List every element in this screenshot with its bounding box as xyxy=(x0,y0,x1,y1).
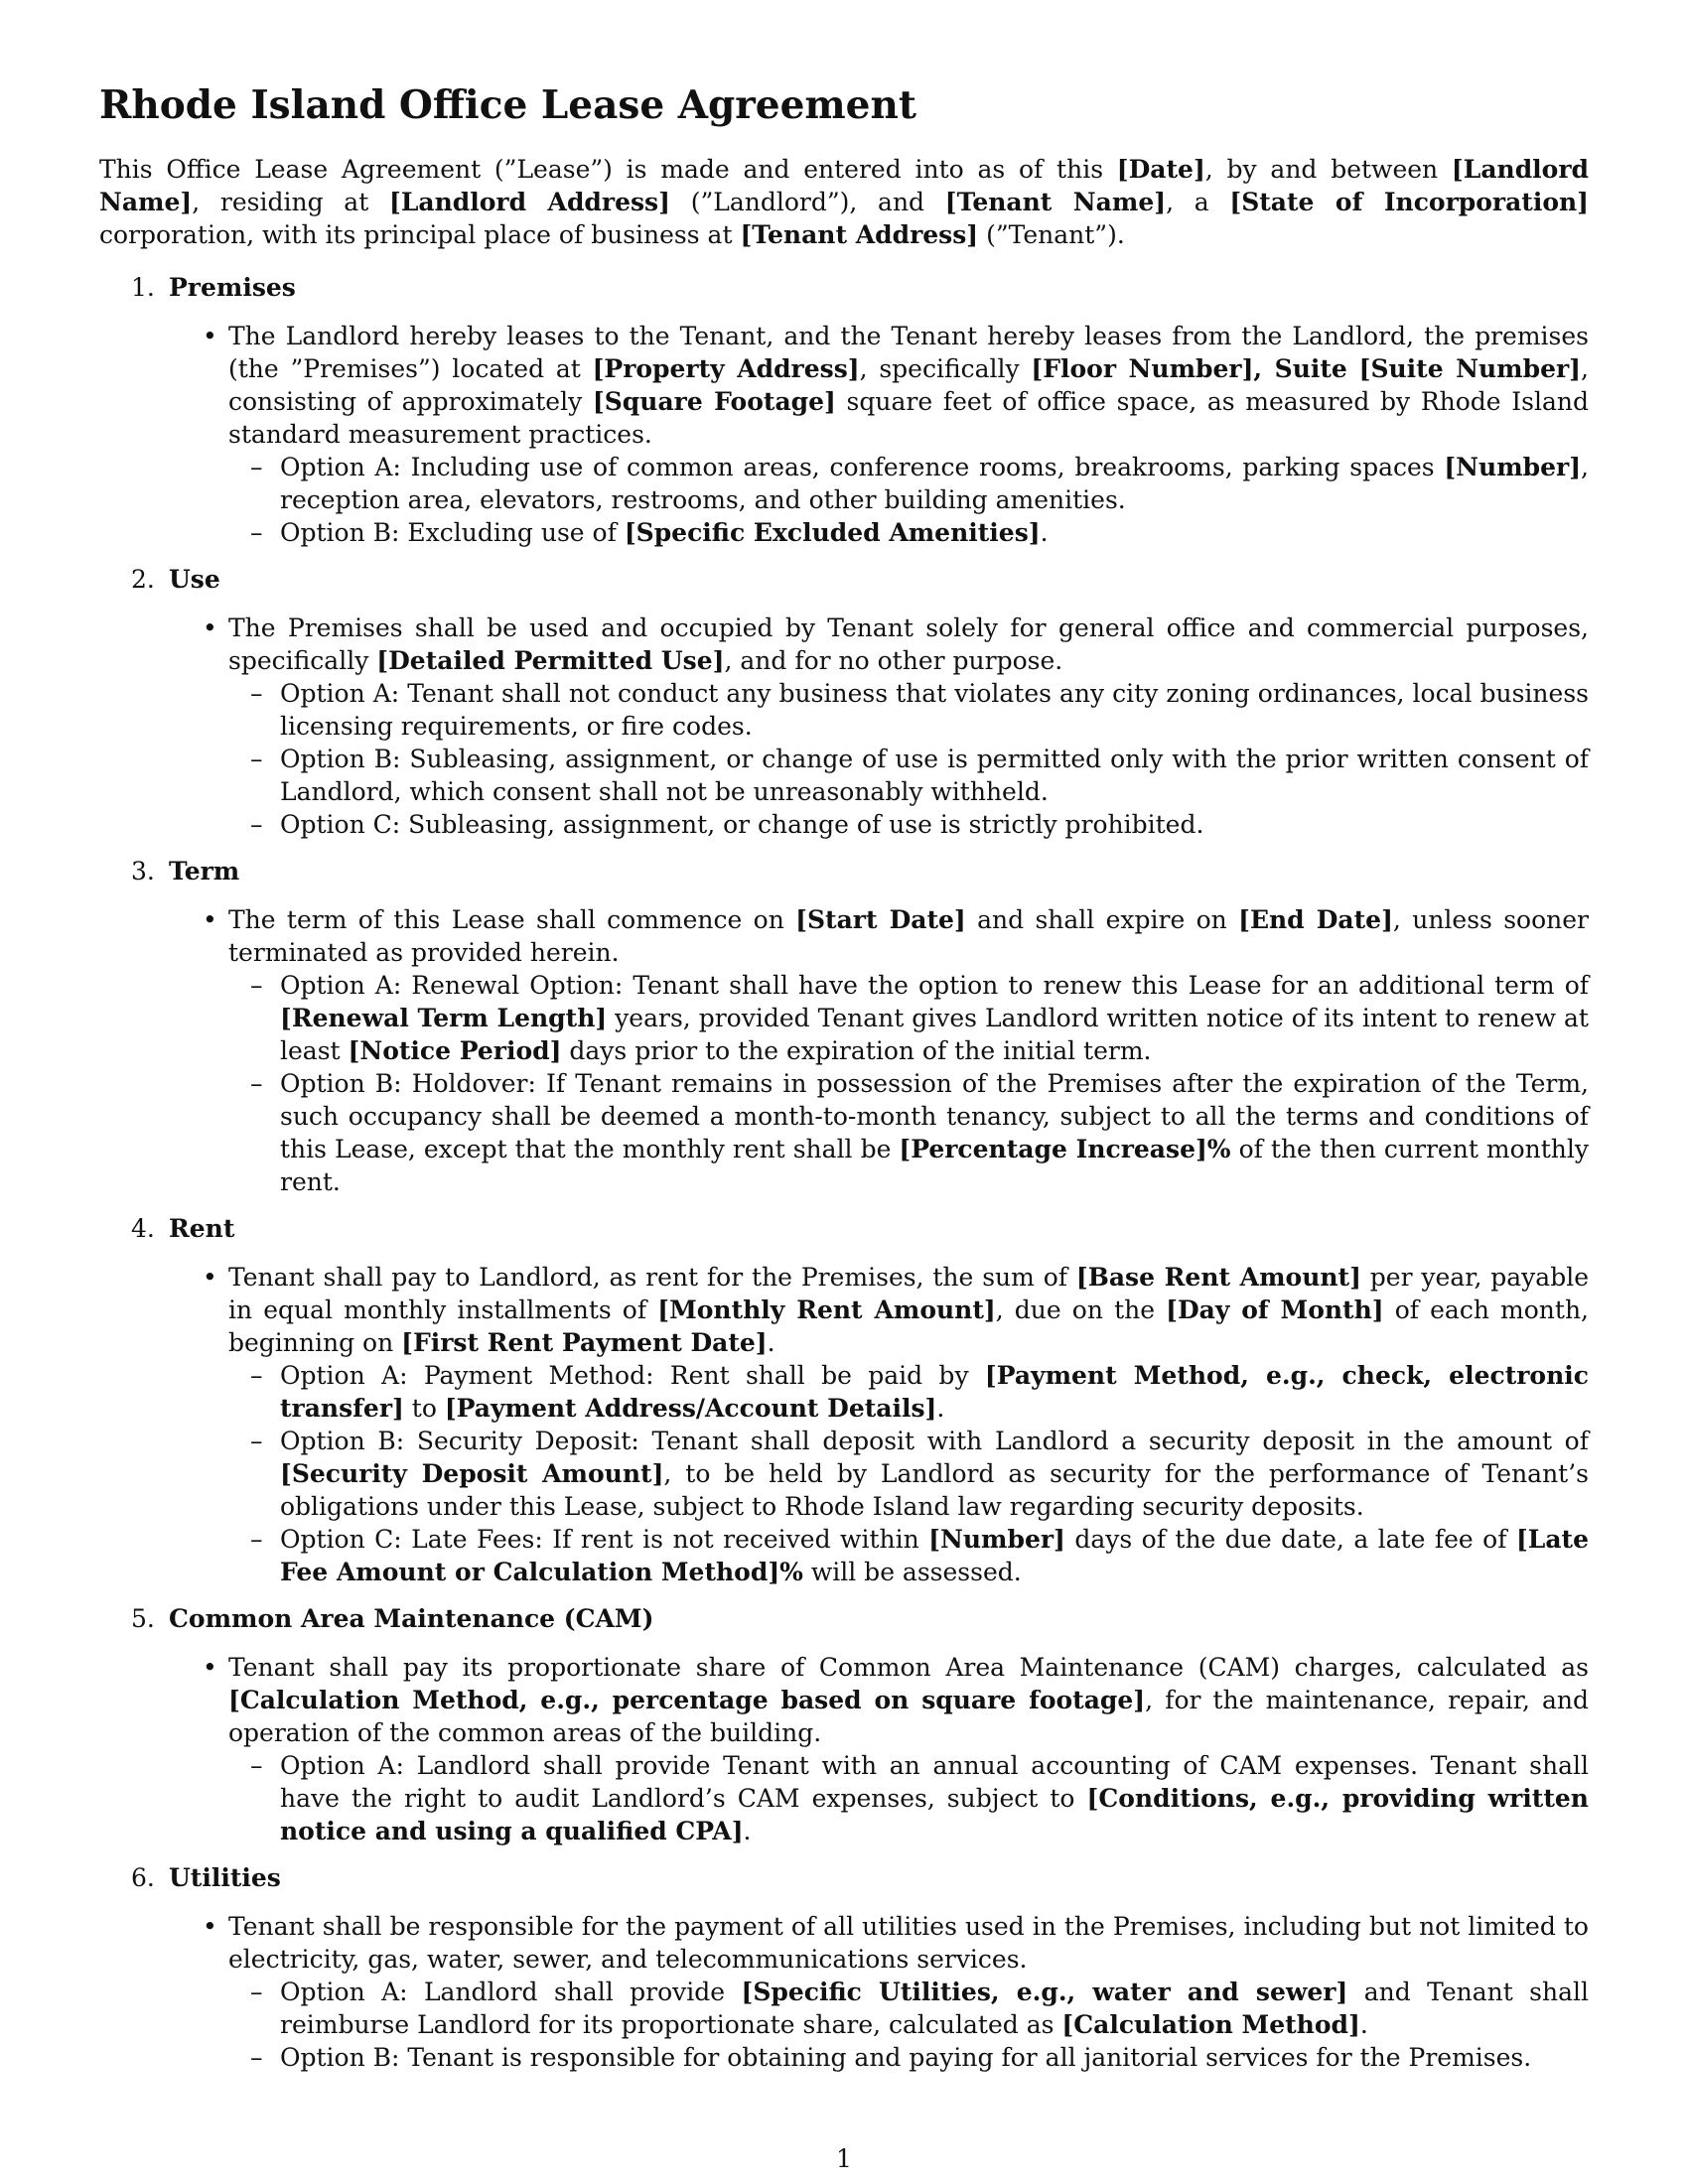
bullet-icon: • xyxy=(203,1263,217,1292)
bullet-icon: • xyxy=(203,322,217,350)
intro-paragraph xyxy=(99,153,1589,251)
dash-icon: – xyxy=(250,745,263,773)
body-text: , due on the xyxy=(995,1296,1167,1324)
base-rent-field: [Base Rent Amount] xyxy=(1075,1263,1361,1292)
audit-conditions-field: [Conditions, e.g., providing written notice and using a qualified CPA] xyxy=(280,1784,1589,1845)
section-number: 1. xyxy=(131,273,155,302)
body-text: Tenant shall be responsible for the payment of all utilities used in the Premises, including but not limited to electricity, gas, water, sewer, and telecommunications services. xyxy=(228,1912,1589,1974)
body-text: per year, payable in equal monthly installments of xyxy=(228,1263,1589,1324)
bullet-icon: • xyxy=(203,905,217,934)
body-text: Option B: Security Deposit: Tenant shall deposit with Landlord a security deposit in the amount of xyxy=(280,1427,1589,1455)
body-text: days of the due date, a late fee of xyxy=(1064,1525,1516,1554)
landlord-name-field: [Landlord Name] xyxy=(99,155,1589,216)
body-text: Option A: Landlord shall provide Tenant with an annual accounting of CAM expenses. Tenant shall have the right to audit Landlord’s CAM expenses, subject to xyxy=(280,1751,1589,1813)
late-fee-field: [Late Fee Amount or Calculation Method]% xyxy=(280,1525,1590,1586)
dash-icon: – xyxy=(250,453,263,481)
intro-text: , residing at xyxy=(192,188,389,216)
body-text: and shall expire on xyxy=(965,905,1239,934)
section-title: Use xyxy=(169,565,220,594)
section-heading xyxy=(99,271,1589,304)
intro-text: (”Tenant”). xyxy=(978,220,1125,249)
date-field: [Date] xyxy=(1116,155,1205,184)
body-text: of each month, beginning on xyxy=(228,1296,1590,1357)
body-text: Option A: Tenant shall not conduct any business that violates any city zoning ordinances, local business licensing requirements, or fire codes. xyxy=(280,679,1589,741)
section-title: Common Area Maintenance (CAM) xyxy=(169,1604,654,1633)
page-number: 1 xyxy=(836,2144,852,2173)
section-rent xyxy=(99,1212,1589,1588)
body-text: . xyxy=(1040,518,1049,547)
renewal-term-field: [Renewal Term Length] xyxy=(280,1004,608,1032)
body-text: Tenant shall pay its proportionate share of Common Area Maintenance (CAM) charges, calculated as xyxy=(228,1653,1589,1682)
body-text: Tenant shall pay to Landlord, as rent for the Premises, the sum of xyxy=(228,1263,1076,1292)
section-utilities xyxy=(99,1861,1589,2074)
option-item xyxy=(99,1425,1589,1523)
body-text: Option B: Subleasing, assignment, or change of use is permitted only with the prior written consent of Landlord, which consent shall not be unreasonably withheld. xyxy=(280,745,1589,806)
body-text: , reception area, elevators, restrooms, and other building amenities. xyxy=(280,453,1589,514)
section-heading xyxy=(99,1212,1589,1245)
option-item xyxy=(99,1523,1589,1588)
tenant-address-field: [Tenant Address] xyxy=(740,220,979,249)
section-heading xyxy=(99,563,1589,596)
square-footage-field: [Square Footage] xyxy=(592,387,836,416)
start-date-field: [Start Date] xyxy=(795,905,966,934)
utilities-calculation-method-field: [Calculation Method] xyxy=(1061,2010,1360,2039)
body-text xyxy=(1347,354,1359,383)
section-heading xyxy=(99,1861,1589,1894)
body-text: . xyxy=(767,1328,775,1357)
intro-text: (”Landlord”), and xyxy=(669,188,945,216)
bullet-icon: • xyxy=(203,1912,217,1941)
body-text: Option A: Including use of common areas, conference rooms, breakrooms, parking spaces xyxy=(280,453,1445,481)
option-item xyxy=(99,1749,1589,1847)
payment-method-field: [Payment Method, e.g., check, electronic transfer] xyxy=(280,1361,1589,1423)
option-item xyxy=(99,1067,1589,1198)
body-text: Option A: Payment Method: Rent shall be paid by xyxy=(280,1361,985,1390)
late-days-number-field: [Number] xyxy=(928,1525,1065,1554)
parking-number-field: [Number] xyxy=(1444,453,1582,481)
body-text: The term of this Lease shall commence on xyxy=(228,905,796,934)
option-item xyxy=(99,451,1589,516)
body-text: Option C: Late Fees: If rent is not received within xyxy=(280,1525,929,1554)
option-item xyxy=(99,677,1589,743)
body-text: . xyxy=(1359,2010,1368,2039)
bullet-item xyxy=(99,1261,1589,1359)
dash-icon: – xyxy=(250,518,263,547)
body-text: Option B: Excluding use of xyxy=(280,518,625,547)
excluded-amenities-field: [Specific Excluded Amenities] xyxy=(624,518,1041,547)
option-item xyxy=(99,743,1589,808)
bullet-icon: • xyxy=(203,1653,217,1682)
section-title: Term xyxy=(169,857,240,886)
state-of-incorporation-field: [State of Incorporation] xyxy=(1229,188,1590,216)
body-text: Option C: Subleasing, assignment, or change of use is strictly prohibited. xyxy=(280,810,1204,839)
body-text: , to be held by Landlord as security for the performance of Tenant’s obligations under this Lease, subject to Rhode Island law regarding security deposits. xyxy=(280,1459,1589,1521)
body-text: , for the maintenance, repair, and operation of the common areas of the building. xyxy=(228,1686,1589,1747)
bullet-item xyxy=(99,1651,1589,1749)
option-item xyxy=(99,516,1589,549)
body-text: of the then current monthly rent. xyxy=(280,1135,1590,1196)
intro-text: This Office Lease Agreement (”Lease”) is made and entered into as of this xyxy=(99,155,1117,184)
dash-icon: – xyxy=(250,1525,263,1554)
dash-icon: – xyxy=(250,1978,263,2006)
body-text: , unless sooner terminated as provided herein. xyxy=(228,905,1589,967)
specific-utilities-field: [Specific Utilities, e.g., water and sewer] xyxy=(741,1978,1348,2006)
tenant-name-field: [Tenant Name] xyxy=(944,188,1167,216)
section-term xyxy=(99,855,1589,1198)
document-title: Rhode Island Office Lease Agreement xyxy=(99,82,916,128)
bullet-item xyxy=(99,903,1589,969)
body-text: , specifically xyxy=(859,354,1032,383)
body-text: . xyxy=(743,1817,752,1845)
body-text: to xyxy=(403,1394,445,1423)
body-text: days prior to the expiration of the initial term. xyxy=(561,1036,1152,1065)
day-of-month-field: [Day of Month] xyxy=(1166,1296,1384,1324)
body-text: square feet of office space, as measured by Rhode Island standard measurement practices. xyxy=(228,387,1589,449)
section-use xyxy=(99,563,1589,841)
section-title: Utilities xyxy=(169,1863,281,1892)
section-heading xyxy=(99,1602,1589,1635)
end-date-field: [End Date] xyxy=(1238,905,1393,934)
body-text: , and for no other purpose. xyxy=(724,646,1063,675)
body-text: The Landlord hereby leases to the Tenant, and the Tenant hereby leases from the Landlord, the premises (the ”Premises”) located at xyxy=(228,322,1589,383)
section-number: 6. xyxy=(131,1863,155,1892)
bullet-item xyxy=(99,612,1589,677)
dash-icon: – xyxy=(250,1427,263,1455)
section-number: 3. xyxy=(131,857,155,886)
body-text: Option B: Holdover: If Tenant remains in possession of the Premises after the expiration of the Term, such occupancy shall be deemed a month-to-month tenancy, subject to all the terms and conditions of this Lease, except that the monthly rent shall be xyxy=(280,1069,1589,1163)
intro-text: corporation, with its principal place of business at xyxy=(99,220,741,249)
permitted-use-field: [Detailed Permitted Use] xyxy=(376,646,725,675)
body-text: The Premises shall be used and occupied by Tenant solely for general office and commercial purposes, specifically xyxy=(228,614,1589,675)
dash-icon: – xyxy=(250,1361,263,1390)
section-number: 2. xyxy=(131,565,155,594)
body-text: . xyxy=(936,1394,945,1423)
section-premises xyxy=(99,271,1589,549)
percentage-increase-field: [Percentage Increase]% xyxy=(899,1135,1231,1163)
option-item xyxy=(99,1359,1589,1425)
body-text: Option A: Landlord shall provide xyxy=(280,1978,742,2006)
body-text: will be assessed. xyxy=(802,1558,1022,1586)
intro-text: , by and between xyxy=(1204,155,1452,184)
option-item xyxy=(99,808,1589,841)
body-text: years, provided Tenant gives Landlord written notice of its intent to renew at least xyxy=(280,1004,1589,1065)
payment-address-field: [Payment Address/Account Details] xyxy=(444,1394,937,1423)
option-item xyxy=(99,969,1589,1067)
dash-icon: – xyxy=(250,1751,263,1780)
section-title: Premises xyxy=(169,273,296,302)
first-payment-date-field: [First Rent Payment Date] xyxy=(401,1328,768,1357)
monthly-rent-field: [Monthly Rent Amount] xyxy=(657,1296,996,1324)
notice-period-field: [Notice Period] xyxy=(348,1036,562,1065)
property-address-field: [Property Address] xyxy=(592,354,860,383)
cam-calculation-method-field: [Calculation Method, e.g., percentage based on square footage] xyxy=(228,1686,1146,1714)
landlord-address-field: [Landlord Address] xyxy=(388,188,670,216)
option-item xyxy=(99,2041,1589,2074)
section-title: Rent xyxy=(169,1214,235,1243)
dash-icon: – xyxy=(250,2043,263,2072)
option-item xyxy=(99,1976,1589,2041)
bullet-item xyxy=(99,1910,1589,1976)
section-number: 5. xyxy=(131,1604,155,1633)
document-page xyxy=(99,79,1589,2088)
dash-icon: – xyxy=(250,1069,263,1098)
dash-icon: – xyxy=(250,679,263,708)
body-text: and Tenant shall reimburse Landlord for its proportionate share, calculated as xyxy=(280,1978,1590,2039)
section-heading xyxy=(99,855,1589,887)
body-text: Option B: Tenant is responsible for obtaining and paying for all janitorial services for the Premises. xyxy=(280,2043,1532,2072)
body-text: , consisting of approximately xyxy=(228,354,1589,416)
floor-number-field: [Floor Number], Suite xyxy=(1031,354,1347,383)
bullet-icon: • xyxy=(203,614,217,642)
intro-text: , a xyxy=(1166,188,1230,216)
body-text: Option A: Renewal Option: Tenant shall have the option to renew this Lease for an additional term of xyxy=(280,971,1589,1000)
dash-icon: – xyxy=(250,971,263,1000)
bullet-item xyxy=(99,320,1589,451)
section-cam xyxy=(99,1602,1589,1847)
dash-icon: – xyxy=(250,810,263,839)
section-number: 4. xyxy=(131,1214,155,1243)
security-deposit-field: [Security Deposit Amount] xyxy=(280,1459,664,1488)
suite-number-field: [Suite Number] xyxy=(1358,354,1582,383)
